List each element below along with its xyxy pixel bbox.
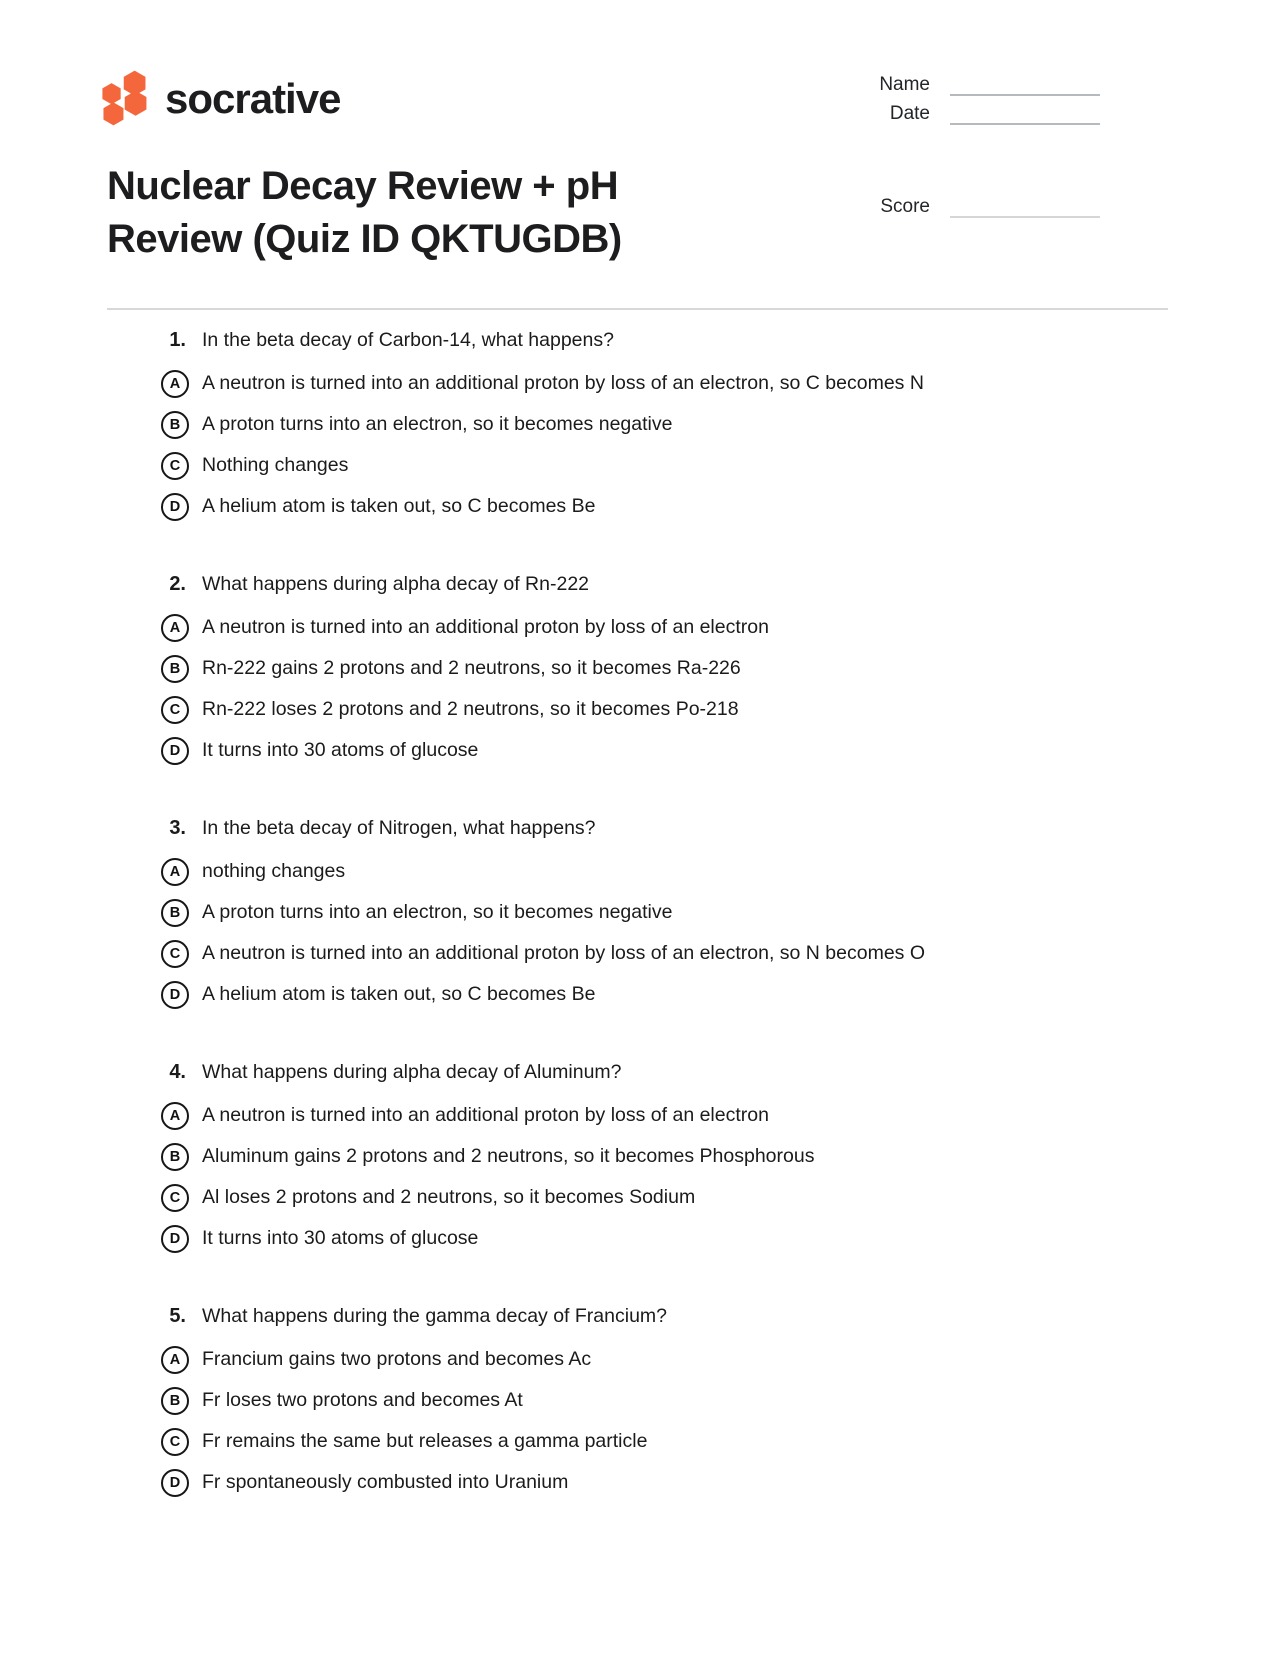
score-label: Score [880,196,930,217]
question-text: What happens during alpha decay of Rn-222 [202,573,590,595]
option-letter-bubble: D [161,737,189,765]
option-row [0,363,1275,404]
option-row [0,1136,1275,1177]
option-row [0,892,1275,933]
option-row [0,933,1275,974]
option-text: A proton turns into an electron, so it becomes negative [202,901,673,923]
option-row [0,1462,1275,1503]
option-text: Aluminum gains 2 protons and 2 neutrons, so it becomes Phosphorous [202,1145,815,1167]
name-blank-line [950,74,1100,96]
option-text: Al loses 2 protons and 2 neutrons, so it becomes Sodium [202,1186,696,1208]
question-number: 2. [169,573,186,595]
logo-wordmark: socrative [165,74,341,122]
date-blank-line [950,103,1100,125]
option-text: A neutron is turned into an additional proton by loss of an electron, so N becomes O [202,942,926,964]
score-field-row [880,196,1100,218]
option-row [0,445,1275,486]
option-row [0,486,1275,527]
option-letter-bubble: B [161,1143,189,1171]
option-letter-bubble: A [161,1346,189,1374]
question-header [0,815,1275,842]
option-letter-bubble: B [161,411,189,439]
name-field-row [879,74,1100,96]
option-row [0,730,1275,771]
question-text: What happens during alpha decay of Aluminum? [202,1061,622,1083]
question-text: What happens during the gamma decay of Francium? [202,1305,668,1327]
option-letter-bubble: C [161,940,189,968]
option-row [0,1218,1275,1259]
question-number: 4. [169,1061,186,1083]
question-number: 5. [169,1305,186,1327]
option-text: It turns into 30 atoms of glucose [202,739,479,761]
question-header [0,327,1275,354]
option-letter-bubble: A [161,1102,189,1130]
option-letter-bubble: A [161,370,189,398]
option-letter-bubble: C [161,452,189,480]
option-letter-bubble: C [161,696,189,724]
socrative-hexagons-icon [100,70,150,127]
quiz-title: Nuclear Decay Review + pH Review (Quiz ID QKTUGDB) [107,164,622,262]
question-number: 1. [169,329,186,351]
socrative-logo [100,70,340,127]
options-list [0,851,1275,1015]
date-field-row [879,103,1100,125]
option-letter-bubble: B [161,1387,189,1415]
option-row [0,851,1275,892]
option-letter-bubble: A [161,614,189,642]
option-text: A helium atom is taken out, so C becomes Be [202,983,596,1005]
option-row [0,648,1275,689]
question-header [0,1059,1275,1086]
question-text: In the beta decay of Nitrogen, what happens? [202,817,596,839]
option-letter-bubble: C [161,1184,189,1212]
option-letter-bubble: B [161,655,189,683]
option-text: Francium gains two protons and becomes Ac [202,1348,592,1370]
option-text: A proton turns into an electron, so it becomes negative [202,413,673,435]
question-block [0,327,1275,527]
option-row [0,1421,1275,1462]
option-text: It turns into 30 atoms of glucose [202,1227,479,1249]
option-row [0,1380,1275,1421]
option-text: Fr loses two protons and becomes At [202,1389,523,1411]
option-letter-bubble: C [161,1428,189,1456]
option-row [0,607,1275,648]
option-row [0,1177,1275,1218]
options-list [0,363,1275,527]
option-row [0,1095,1275,1136]
option-letter-bubble: D [161,981,189,1009]
option-text: A neutron is turned into an additional proton by loss of an electron [202,1104,769,1126]
option-text: nothing changes [202,860,346,882]
question-block [0,1059,1275,1259]
option-letter-bubble: D [161,1469,189,1497]
question-block [0,815,1275,1015]
option-text: Fr remains the same but releases a gamma particle [202,1430,648,1452]
option-row [0,1339,1275,1380]
option-letter-bubble: A [161,858,189,886]
option-row [0,974,1275,1015]
option-letter-bubble: B [161,899,189,927]
options-list [0,607,1275,771]
option-text: A helium atom is taken out, so C becomes Be [202,495,596,517]
question-header [0,571,1275,598]
options-list [0,1095,1275,1259]
header-divider [107,308,1168,310]
score-blank-line [950,196,1100,218]
option-letter-bubble: D [161,493,189,521]
question-block [0,571,1275,771]
question-text: In the beta decay of Carbon-14, what happens? [202,329,614,351]
option-row [0,404,1275,445]
options-list [0,1339,1275,1503]
option-text: Fr spontaneously combusted into Uranium [202,1471,569,1493]
option-text: Nothing changes [202,454,349,476]
name-label: Name [879,74,930,95]
option-text: Rn-222 gains 2 protons and 2 neutrons, so it becomes Ra-226 [202,657,741,679]
option-letter-bubble: D [161,1225,189,1253]
question-block [0,1303,1275,1503]
option-text: A neutron is turned into an additional proton by loss of an electron, so C becomes N [202,372,924,394]
name-date-fields [879,74,1100,132]
option-text: Rn-222 loses 2 protons and 2 neutrons, so it becomes Po-218 [202,698,739,720]
option-row [0,689,1275,730]
score-fields [880,196,1100,225]
question-number: 3. [169,817,186,839]
question-header [0,1303,1275,1330]
question-list [0,327,1275,1547]
date-label: Date [889,103,930,124]
option-text: A neutron is turned into an additional proton by loss of an electron [202,616,769,638]
